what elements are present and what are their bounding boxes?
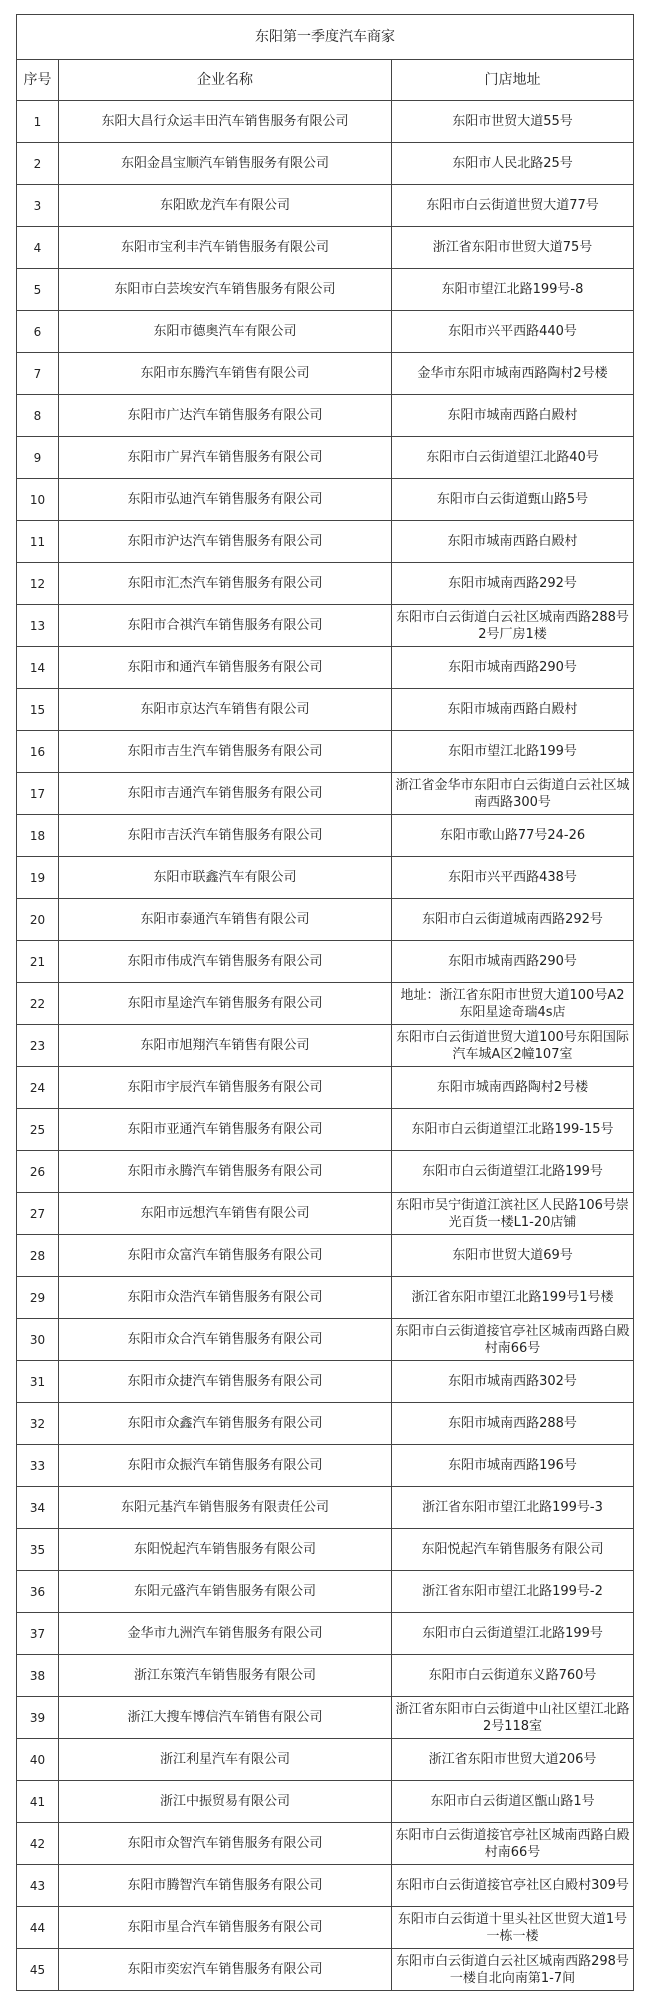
table-row: [17, 1823, 634, 1865]
table-row: [17, 437, 634, 479]
row-company-name-cell: 东阳大昌行众运丰田汽车销售服务有限公司: [59, 101, 392, 143]
table-row: [17, 941, 634, 983]
row-company-name-cell: 东阳元基汽车销售服务有限责任公司: [59, 1487, 392, 1529]
row-index-cell: 19: [17, 857, 59, 899]
row-address-cell: 东阳市城南西路290号: [392, 647, 634, 689]
row-address-cell: 东阳市世贸大道69号: [392, 1235, 634, 1277]
table-row: [17, 1025, 634, 1067]
row-company-name-cell: 东阳市吉生汽车销售服务有限公司: [59, 731, 392, 773]
row-index-cell: 1: [17, 101, 59, 143]
table-row: [17, 605, 634, 647]
header-store-address: 门店地址: [392, 60, 634, 101]
table-row: [17, 395, 634, 437]
row-index-cell: 32: [17, 1403, 59, 1445]
table-row: [17, 521, 634, 563]
table-row: [17, 1865, 634, 1907]
row-index-cell: 28: [17, 1235, 59, 1277]
row-index-cell: 3: [17, 185, 59, 227]
table-row: [17, 689, 634, 731]
row-index-cell: 20: [17, 899, 59, 941]
table-row: [17, 815, 634, 857]
row-address-cell: 东阳市世贸大道55号: [392, 101, 634, 143]
table-row: [17, 1613, 634, 1655]
row-company-name-cell: 东阳市众浩汽车销售服务有限公司: [59, 1277, 392, 1319]
row-address-cell: 东阳市城南西路196号: [392, 1445, 634, 1487]
row-index-cell: 29: [17, 1277, 59, 1319]
row-company-name-cell: 东阳市东腾汽车销售有限公司: [59, 353, 392, 395]
row-company-name-cell: 东阳市吉通汽车销售服务有限公司: [59, 773, 392, 815]
row-address-cell: 浙江省金华市东阳市白云街道白云社区城南西路300号: [392, 773, 634, 815]
row-index-cell: 42: [17, 1823, 59, 1865]
row-address-cell: 东阳市城南西路290号: [392, 941, 634, 983]
row-address-cell: 东阳市白云街道白云社区城南西路288号2号厂房1楼: [392, 605, 634, 647]
table-row: [17, 185, 634, 227]
table-row: [17, 1907, 634, 1949]
row-company-name-cell: 浙江利星汽车有限公司: [59, 1739, 392, 1781]
row-company-name-cell: 东阳市众振汽车销售服务有限公司: [59, 1445, 392, 1487]
row-company-name-cell: 金华市九洲汽车销售服务有限公司: [59, 1613, 392, 1655]
row-company-name-cell: 东阳市亚通汽车销售服务有限公司: [59, 1109, 392, 1151]
row-company-name-cell: 东阳市和通汽车销售服务有限公司: [59, 647, 392, 689]
table-row: [17, 143, 634, 185]
row-address-cell: 东阳市白云街道东义路760号: [392, 1655, 634, 1697]
row-company-name-cell: 东阳市联鑫汽车有限公司: [59, 857, 392, 899]
row-index-cell: 44: [17, 1907, 59, 1949]
table-row: [17, 1109, 634, 1151]
row-index-cell: 13: [17, 605, 59, 647]
row-company-name-cell: 东阳市德奥汽车有限公司: [59, 311, 392, 353]
row-company-name-cell: 浙江大搜车博信汽车销售有限公司: [59, 1697, 392, 1739]
row-company-name-cell: 东阳市众智汽车销售服务有限公司: [59, 1823, 392, 1865]
row-address-cell: 东阳市白云街道世贸大道100号东阳国际汽车城A区2幢107室: [392, 1025, 634, 1067]
table-row: [17, 269, 634, 311]
row-index-cell: 9: [17, 437, 59, 479]
row-address-cell: 东阳市兴平西路440号: [392, 311, 634, 353]
row-index-cell: 10: [17, 479, 59, 521]
row-address-cell: 浙江省东阳市望江北路199号-3: [392, 1487, 634, 1529]
row-address-cell: 浙江省东阳市望江北路199号-2: [392, 1571, 634, 1613]
row-index-cell: 31: [17, 1361, 59, 1403]
row-index-cell: 21: [17, 941, 59, 983]
row-company-name-cell: 东阳欧龙汽车有限公司: [59, 185, 392, 227]
row-index-cell: 33: [17, 1445, 59, 1487]
table-row: [17, 353, 634, 395]
row-company-name-cell: 东阳市吉沃汽车销售服务有限公司: [59, 815, 392, 857]
row-address-cell: 东阳市城南西路288号: [392, 1403, 634, 1445]
row-company-name-cell: 浙江东策汽车销售服务有限公司: [59, 1655, 392, 1697]
row-address-cell: 东阳市城南西路白殿村: [392, 689, 634, 731]
row-address-cell: 东阳市白云街道望江北路199-15号: [392, 1109, 634, 1151]
row-company-name-cell: 东阳市京达汽车销售有限公司: [59, 689, 392, 731]
row-index-cell: 22: [17, 983, 59, 1025]
row-index-cell: 40: [17, 1739, 59, 1781]
row-index-cell: 25: [17, 1109, 59, 1151]
table-row: [17, 1949, 634, 1991]
row-address-cell: 地址：浙江省东阳市世贸大道100号A2东阳星途奇瑞4s店: [392, 983, 634, 1025]
row-company-name-cell: 东阳市永腾汽车销售服务有限公司: [59, 1151, 392, 1193]
row-index-cell: 38: [17, 1655, 59, 1697]
table-row: [17, 1319, 634, 1361]
row-company-name-cell: 东阳市合祺汽车销售服务有限公司: [59, 605, 392, 647]
row-address-cell: 东阳市兴平西路438号: [392, 857, 634, 899]
table-row: [17, 1151, 634, 1193]
row-company-name-cell: 东阳市众捷汽车销售服务有限公司: [59, 1361, 392, 1403]
row-company-name-cell: 东阳悦起汽车销售服务有限公司: [59, 1529, 392, 1571]
row-company-name-cell: 东阳市广昇汽车销售服务有限公司: [59, 437, 392, 479]
row-address-cell: 东阳市吴宁街道江滨社区人民路106号崇光百货一楼L1-20店铺: [392, 1193, 634, 1235]
row-company-name-cell: 东阳市汇杰汽车销售服务有限公司: [59, 563, 392, 605]
row-company-name-cell: 东阳元盛汽车销售服务有限公司: [59, 1571, 392, 1613]
row-company-name-cell: 东阳市伟成汽车销售服务有限公司: [59, 941, 392, 983]
row-index-cell: 34: [17, 1487, 59, 1529]
row-index-cell: 11: [17, 521, 59, 563]
row-index-cell: 36: [17, 1571, 59, 1613]
row-index-cell: 41: [17, 1781, 59, 1823]
row-index-cell: 7: [17, 353, 59, 395]
table-title-row: [17, 15, 634, 60]
row-company-name-cell: 浙江中振贸易有限公司: [59, 1781, 392, 1823]
row-company-name-cell: 东阳金昌宝顺汽车销售服务有限公司: [59, 143, 392, 185]
row-company-name-cell: 东阳市宝利丰汽车销售服务有限公司: [59, 227, 392, 269]
row-address-cell: 金华市东阳市城南西路陶村2号楼: [392, 353, 634, 395]
row-index-cell: 26: [17, 1151, 59, 1193]
row-address-cell: 东阳市望江北路199号: [392, 731, 634, 773]
row-address-cell: 浙江省东阳市白云街道中山社区望江北路2号118室: [392, 1697, 634, 1739]
row-address-cell: 东阳市城南西路292号: [392, 563, 634, 605]
row-index-cell: 2: [17, 143, 59, 185]
row-address-cell: 东阳市人民北路25号: [392, 143, 634, 185]
dealer-table: [16, 14, 634, 1991]
row-company-name-cell: 东阳市众合汽车销售服务有限公司: [59, 1319, 392, 1361]
row-index-cell: 43: [17, 1865, 59, 1907]
row-address-cell: 东阳市白云街道白云社区城南西路298号一楼自北向南第1-7间: [392, 1949, 634, 1991]
row-company-name-cell: 东阳市众富汽车销售服务有限公司: [59, 1235, 392, 1277]
table-row: [17, 1403, 634, 1445]
table-row: [17, 1655, 634, 1697]
row-index-cell: 24: [17, 1067, 59, 1109]
table-row: [17, 1445, 634, 1487]
row-company-name-cell: 东阳市旭翔汽车销售有限公司: [59, 1025, 392, 1067]
row-index-cell: 14: [17, 647, 59, 689]
table-row: [17, 1529, 634, 1571]
row-address-cell: 东阳市城南西路白殿村: [392, 395, 634, 437]
row-address-cell: 东阳市白云街道世贸大道77号: [392, 185, 634, 227]
row-index-cell: 27: [17, 1193, 59, 1235]
row-company-name-cell: 东阳市沪达汽车销售服务有限公司: [59, 521, 392, 563]
row-company-name-cell: 东阳市星合汽车销售服务有限公司: [59, 1907, 392, 1949]
row-index-cell: 39: [17, 1697, 59, 1739]
table-row: [17, 1487, 634, 1529]
row-address-cell: 东阳市歌山路77号24-26: [392, 815, 634, 857]
table-row: [17, 1697, 634, 1739]
row-address-cell: 东阳市白云街道区甑山路1号: [392, 1781, 634, 1823]
table-header-row: [17, 60, 634, 101]
row-company-name-cell: 东阳市腾智汽车销售服务有限公司: [59, 1865, 392, 1907]
row-company-name-cell: 东阳市星途汽车销售服务有限公司: [59, 983, 392, 1025]
table-row: [17, 647, 634, 689]
table-row: [17, 1067, 634, 1109]
table-row: [17, 1571, 634, 1613]
row-address-cell: 东阳市城南西路白殿村: [392, 521, 634, 563]
row-index-cell: 30: [17, 1319, 59, 1361]
table-row: [17, 1193, 634, 1235]
row-company-name-cell: 东阳市白芸埃安汽车销售服务有限公司: [59, 269, 392, 311]
row-address-cell: 东阳市白云街道接官亭社区城南西路白殿村南66号: [392, 1823, 634, 1865]
row-company-name-cell: 东阳市广达汽车销售服务有限公司: [59, 395, 392, 437]
row-index-cell: 12: [17, 563, 59, 605]
row-index-cell: 17: [17, 773, 59, 815]
row-index-cell: 15: [17, 689, 59, 731]
table-row: [17, 1235, 634, 1277]
table-row: [17, 1739, 634, 1781]
table-row: [17, 227, 634, 269]
table-title: 东阳第一季度汽车商家: [17, 15, 634, 60]
row-index-cell: 6: [17, 311, 59, 353]
table-row: [17, 1781, 634, 1823]
row-address-cell: 东阳市白云街道城南西路292号: [392, 899, 634, 941]
table-body: [17, 101, 634, 1991]
table-row: [17, 479, 634, 521]
table-row: [17, 983, 634, 1025]
row-index-cell: 16: [17, 731, 59, 773]
row-address-cell: 东阳市白云街道望江北路199号: [392, 1151, 634, 1193]
table-row: [17, 731, 634, 773]
table-row: [17, 1277, 634, 1319]
table-row: [17, 1361, 634, 1403]
row-address-cell: 东阳市白云街道接官亭社区白殿村309号: [392, 1865, 634, 1907]
row-address-cell: 东阳市白云街道十里头社区世贸大道1号一栋一楼: [392, 1907, 634, 1949]
table-row: [17, 311, 634, 353]
row-index-cell: 8: [17, 395, 59, 437]
row-address-cell: 浙江省东阳市世贸大道206号: [392, 1739, 634, 1781]
row-company-name-cell: 东阳市众鑫汽车销售服务有限公司: [59, 1403, 392, 1445]
row-address-cell: 东阳市城南西路302号: [392, 1361, 634, 1403]
row-address-cell: 东阳市白云街道望江北路40号: [392, 437, 634, 479]
header-company-name: 企业名称: [59, 60, 392, 101]
row-address-cell: 浙江省东阳市世贸大道75号: [392, 227, 634, 269]
row-index-cell: 5: [17, 269, 59, 311]
dealer-table-sheet: [16, 14, 633, 1991]
table-row: [17, 563, 634, 605]
row-address-cell: 东阳市白云街道接官亭社区城南西路白殿村南66号: [392, 1319, 634, 1361]
row-index-cell: 45: [17, 1949, 59, 1991]
row-address-cell: 东阳市望江北路199号-8: [392, 269, 634, 311]
row-address-cell: 东阳市白云街道望江北路199号: [392, 1613, 634, 1655]
row-company-name-cell: 东阳市弘迪汽车销售服务有限公司: [59, 479, 392, 521]
table-row: [17, 857, 634, 899]
row-index-cell: 18: [17, 815, 59, 857]
row-address-cell: 浙江省东阳市望江北路199号1号楼: [392, 1277, 634, 1319]
row-company-name-cell: 东阳市奕宏汽车销售服务有限公司: [59, 1949, 392, 1991]
row-index-cell: 4: [17, 227, 59, 269]
row-company-name-cell: 东阳市泰通汽车销售有限公司: [59, 899, 392, 941]
row-company-name-cell: 东阳市远想汽车销售有限公司: [59, 1193, 392, 1235]
table-row: [17, 899, 634, 941]
row-index-cell: 37: [17, 1613, 59, 1655]
table-row: [17, 101, 634, 143]
table-row: [17, 773, 634, 815]
header-index: 序号: [17, 60, 59, 101]
row-index-cell: 35: [17, 1529, 59, 1571]
row-address-cell: 东阳市城南西路陶村2号楼: [392, 1067, 634, 1109]
row-company-name-cell: 东阳市宇辰汽车销售服务有限公司: [59, 1067, 392, 1109]
row-address-cell: 东阳悦起汽车销售服务有限公司: [392, 1529, 634, 1571]
row-address-cell: 东阳市白云街道甄山路5号: [392, 479, 634, 521]
row-index-cell: 23: [17, 1025, 59, 1067]
